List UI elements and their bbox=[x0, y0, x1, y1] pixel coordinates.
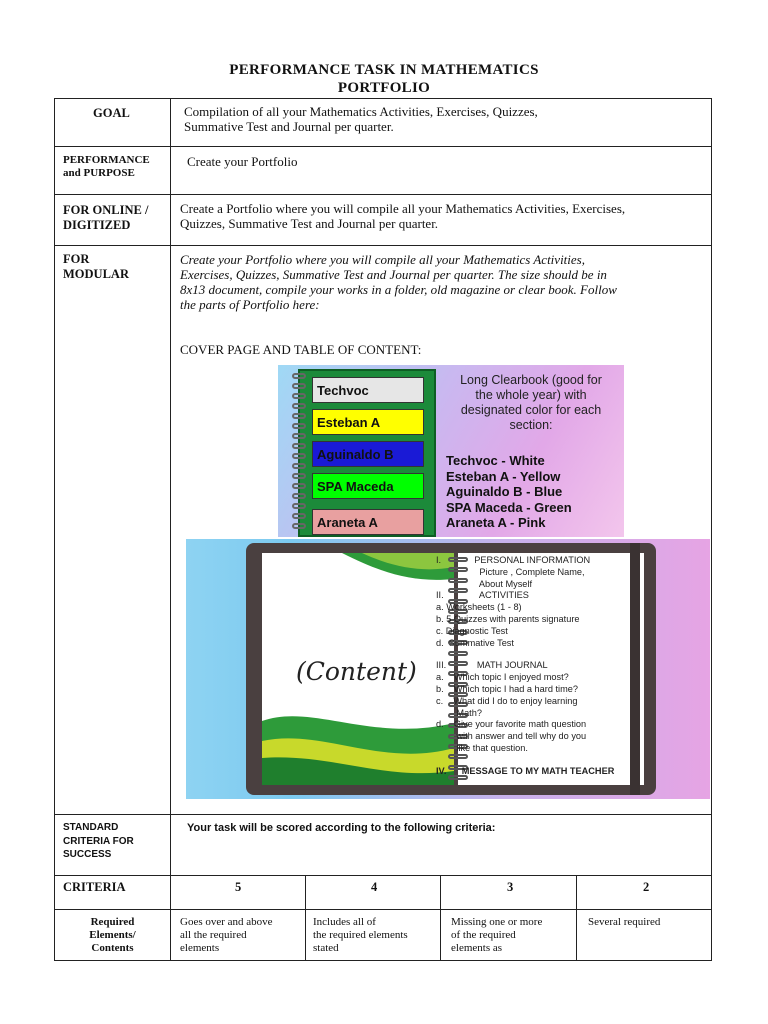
toc-item: a. Which topic I enjoyed most? bbox=[436, 672, 569, 683]
label-line: Required bbox=[90, 916, 135, 928]
toc-list bbox=[436, 555, 646, 778]
label-line: Contents bbox=[91, 942, 134, 954]
legend-item: Araneta A - Pink bbox=[446, 515, 546, 530]
note-line: section: bbox=[509, 418, 553, 432]
tab-esteban: Esteban A bbox=[312, 409, 424, 435]
modular-text-line3: 8x13 document, compile your works in a folder, old magazine or clear book. Follow bbox=[180, 282, 617, 297]
criteria-row-required-elements bbox=[54, 909, 712, 961]
toc-item: like that question. bbox=[436, 742, 528, 753]
score-5-header: 5 bbox=[235, 880, 242, 894]
modular-label bbox=[63, 252, 129, 282]
performance-row bbox=[54, 146, 712, 195]
online-text-line2: Quizzes, Summative Test and Journal per quarter. bbox=[180, 216, 439, 231]
toc-item: b. 5 Quizzes with parents signature bbox=[436, 613, 580, 624]
online-label-line1: FOR ONLINE / bbox=[63, 203, 149, 217]
performance-label-line2: and PURPOSE bbox=[63, 167, 135, 179]
cell-line: Several required bbox=[588, 916, 661, 928]
standard-label-line2: CRITERIA FOR bbox=[63, 835, 134, 847]
criteria-header: CRITERIA bbox=[63, 880, 126, 894]
online-label-line2: DIGITIZED bbox=[63, 218, 131, 232]
cell-line: elements as bbox=[451, 942, 503, 954]
toc-item: with answer and tell why do you bbox=[436, 731, 587, 742]
cell-line: all the required bbox=[180, 929, 247, 941]
toc-item: Picture , Complete Name, bbox=[436, 566, 585, 577]
modular-label-line1: FOR bbox=[63, 252, 90, 266]
tab-aguinaldo: Aguinaldo B bbox=[312, 441, 424, 467]
note-line: Long Clearbook (good for bbox=[460, 373, 602, 387]
online-row bbox=[54, 194, 712, 246]
goal-text bbox=[184, 104, 538, 134]
cover-heading: COVER PAGE AND TABLE OF CONTENT: bbox=[180, 342, 422, 357]
legend-item: Techvoc - White bbox=[446, 453, 545, 468]
legend-item: Esteban A - Yellow bbox=[446, 468, 561, 484]
modular-text bbox=[180, 252, 617, 312]
modular-label-line2: MODULAR bbox=[63, 267, 129, 281]
toc-item: a. Worksheets (1 - 8) bbox=[436, 602, 522, 613]
goal-text-line2: Summative Test and Journal per quarter. bbox=[184, 119, 394, 134]
toc-item: c. What did I do to enjoy learning bbox=[436, 695, 578, 706]
modular-text-line1: Create your Portfolio where you will compile all your Mathematics Activities, bbox=[180, 252, 585, 267]
score-3-header: 3 bbox=[507, 880, 514, 894]
toc-item: d. Summative Test bbox=[436, 637, 514, 648]
standard-label-line1: STANDARD bbox=[63, 822, 119, 833]
cell-line: the required elements bbox=[313, 929, 408, 941]
standard-text: Your task will be scored according to the following criteria: bbox=[187, 822, 496, 834]
cell-line: elements bbox=[180, 942, 220, 954]
toc-item: c. Diagnostic Test bbox=[436, 625, 508, 636]
legend-item: SPA Maceda - Green bbox=[446, 499, 572, 515]
tab-araneta: Araneta A bbox=[312, 509, 424, 535]
performance-text: Create your Portfolio bbox=[187, 154, 298, 169]
score-2-header: 2 bbox=[643, 880, 650, 894]
toc-item: III. MATH JOURNAL bbox=[436, 660, 548, 671]
standard-label bbox=[63, 821, 134, 862]
online-label bbox=[63, 203, 148, 233]
toc-item: b. Which topic I had a hard time? bbox=[436, 683, 578, 694]
score-2-cell bbox=[588, 916, 660, 929]
legend-item: Aguinaldo B - Blue bbox=[446, 484, 563, 499]
modular-text-line4: the parts of Portfolio here: bbox=[180, 297, 320, 312]
criteria-header-row bbox=[54, 875, 712, 910]
score-4-cell bbox=[313, 916, 408, 955]
cell-line: Includes all of bbox=[313, 916, 376, 928]
standard-label-line3: SUCCESS bbox=[63, 849, 112, 860]
table-of-content-image bbox=[186, 539, 710, 799]
online-text bbox=[180, 201, 625, 231]
toc-item: d. Give your favorite math question bbox=[436, 719, 587, 730]
clearbook-illustration bbox=[298, 369, 436, 537]
cell-line: Missing one or more bbox=[451, 916, 543, 928]
performance-label-line1: PERFORMANCE bbox=[63, 154, 150, 166]
label-line: Elements/ bbox=[89, 929, 136, 941]
content-cover-word: (Content) bbox=[296, 657, 417, 686]
note-line: the whole year) with bbox=[475, 388, 587, 402]
score-4-header: 4 bbox=[371, 880, 378, 894]
notebook-cover-page bbox=[262, 553, 454, 785]
goal-label: GOAL bbox=[93, 106, 130, 120]
goal-text-line1: Compilation of all your Mathematics Activities, Exercises, Quizzes, bbox=[184, 104, 538, 119]
criteria-required-label bbox=[55, 916, 170, 955]
note-line: designated color for each bbox=[460, 403, 602, 417]
tab-spa-maceda: SPA Maceda bbox=[312, 473, 424, 499]
cover-page-image bbox=[278, 365, 624, 537]
clearbook-note bbox=[446, 373, 616, 433]
toc-item: IV. MESSAGE TO MY MATH TEACHER bbox=[436, 765, 615, 776]
toc-item bbox=[436, 755, 646, 766]
performance-label bbox=[63, 154, 150, 180]
toc-item: About Myself bbox=[436, 578, 532, 589]
toc-item: II. ACTIVITIES bbox=[436, 590, 529, 601]
spiral-binding-icon bbox=[292, 373, 306, 533]
standard-row bbox=[54, 814, 712, 876]
online-text-line1: Create a Portfolio where you will compile all your Mathematics Activities, Exercises, bbox=[180, 201, 626, 216]
goal-row bbox=[54, 98, 712, 147]
page-title-line2: PORTFOLIO bbox=[337, 80, 431, 96]
cell-line: Goes over and above bbox=[180, 916, 273, 928]
cell-line: stated bbox=[313, 942, 339, 954]
toc-item: Math? bbox=[436, 707, 482, 718]
score-5-cell bbox=[180, 916, 273, 955]
page-title-line1: PERFORMANCE TASK IN MATHEMATICS bbox=[229, 62, 539, 78]
color-legend bbox=[446, 453, 572, 531]
toc-item bbox=[436, 649, 646, 660]
toc-item: I. PERSONAL INFORMATION bbox=[436, 555, 591, 565]
tab-techvoc: Techvoc bbox=[312, 377, 424, 403]
score-3-cell bbox=[451, 916, 542, 955]
cell-line: of the required bbox=[451, 929, 516, 941]
modular-text-line2: Exercises, Quizzes, Summative Test and Journal per quarter. The size should be in bbox=[180, 267, 607, 282]
